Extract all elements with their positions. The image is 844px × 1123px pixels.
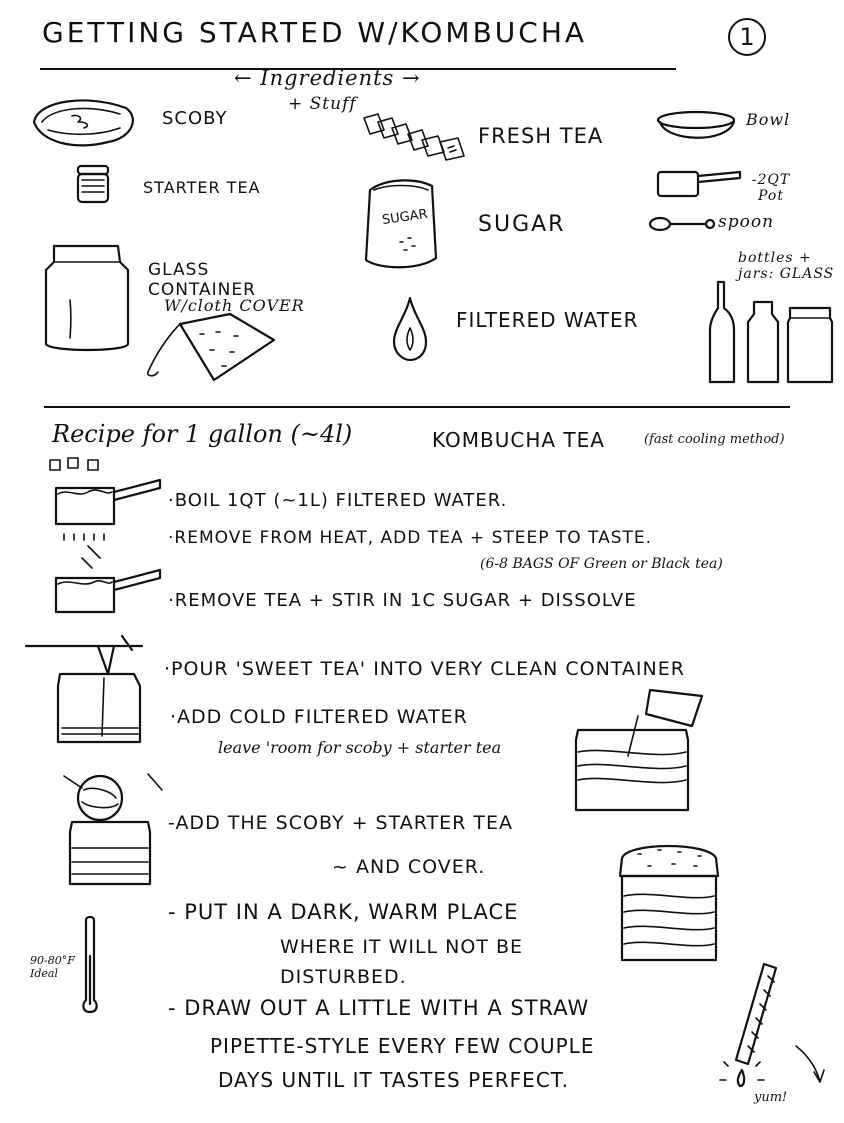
- pot-icon: [654, 166, 744, 202]
- tea-bags-icon: [360, 110, 470, 176]
- straw-icon: [718, 958, 828, 1098]
- step-taste: DAYS UNTIL IT TASTES PERFECT.: [218, 1068, 569, 1092]
- pour-container-icon: [22, 626, 152, 746]
- scoby-jar-icon: [60, 768, 170, 888]
- glass-container-label: GLASS CONTAINER: [148, 260, 256, 300]
- step-room-note: leave 'room for scoby + starter tea: [218, 738, 502, 757]
- spoon-label: spoon: [718, 212, 775, 232]
- starter-tea-label: STARTER TEA: [143, 178, 261, 197]
- step-add-water: ·ADD COLD FILTERED WATER: [170, 706, 468, 728]
- tea-pot-icon: [42, 542, 162, 622]
- page-title: GETTING STARTED W/KOMBUCHA: [42, 16, 588, 49]
- sugar-label: SUGAR: [478, 212, 566, 237]
- step-add-scoby: -ADD THE SCOBY + STARTER TEA: [168, 812, 514, 834]
- recipe-title-caps: KOMBUCHA TEA: [432, 428, 605, 452]
- step-remove-heat: ·REMOVE FROM HEAT, ADD TEA + STEEP TO TASTE.: [168, 528, 653, 548]
- scoby-icon: [28, 92, 138, 152]
- covered-jar-icon: [608, 836, 728, 966]
- glass-container-icon: [40, 240, 140, 360]
- page-number-circle: [728, 18, 766, 56]
- sugar-bag-label: SUGAR: [381, 206, 429, 229]
- water-drop-icon: [390, 294, 430, 364]
- section-divider: [44, 406, 790, 408]
- sugar-bag-icon: [360, 176, 440, 276]
- recipe-title: Recipe for 1 gallon (~4l): [52, 420, 353, 448]
- cloth-cover-icon: [140, 310, 280, 390]
- thermometer-icon: [78, 916, 102, 1016]
- bottles-jars-label: bottles + jars: GLASS: [738, 250, 835, 282]
- cloth-cover-label: W/cloth COVER: [164, 296, 305, 315]
- step-dark-place: - PUT IN A DARK, WARM PLACE: [168, 900, 519, 924]
- page-number: 1: [739, 23, 755, 51]
- fresh-tea-label: FRESH TEA: [478, 124, 604, 148]
- scoby-label: SCOBY: [162, 108, 228, 129]
- step-boil: ·BOIL 1QT (~1L) FILTERED WATER.: [168, 490, 508, 511]
- step-pour: ·POUR 'SWEET TEA' INTO VERY CLEAN CONTAINER: [164, 658, 685, 680]
- step-stir-sugar: ·REMOVE TEA + STIR IN 1C SUGAR + DISSOLVE: [168, 590, 637, 611]
- step-not-disturbed: WHERE IT WILL NOT BE: [280, 936, 524, 958]
- yum-label: yum!: [754, 1090, 788, 1105]
- bowl-label: Bowl: [746, 110, 791, 129]
- step-disturbed: DISTURBED.: [280, 966, 407, 988]
- jar-water-icon: [566, 686, 716, 816]
- filtered-water-label: FILTERED WATER: [456, 308, 639, 332]
- step-pipette: PIPETTE-STYLE EVERY FEW COUPLE: [210, 1034, 595, 1058]
- bowl-icon: [654, 108, 744, 148]
- ingredients-subheading: + Stuff: [288, 94, 357, 114]
- step-cover: ~ AND COVER.: [332, 856, 486, 878]
- recipe-title-note: (fast cooling method): [644, 432, 785, 447]
- boiling-pot-icon: [42, 454, 162, 544]
- step-draw-out: - DRAW OUT A LITTLE WITH A STRAW: [168, 996, 590, 1020]
- starter-tea-jar-icon: [74, 162, 114, 208]
- thermometer-label: 90-80°F Ideal: [30, 954, 75, 980]
- step-tea-bags-note: (6-8 BAGS OF Green or Black tea): [480, 556, 723, 572]
- pot-label: -2QT Pot: [751, 172, 791, 204]
- spoon-icon: [648, 214, 718, 234]
- ingredients-heading: ← Ingredients →: [234, 66, 421, 90]
- bottles-jars-icon: [706, 278, 836, 388]
